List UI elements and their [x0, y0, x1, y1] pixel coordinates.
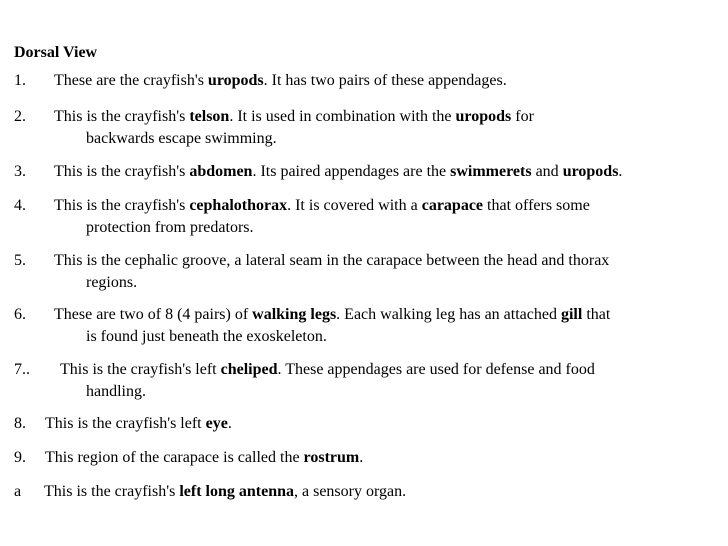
item-continuation: backwards escape swimming. [86, 130, 277, 147]
item-text: These are the crayfish's uropods. It has two pairs of these appendages. [54, 72, 507, 89]
item-number: 6. [14, 306, 26, 323]
item-number: 4. [14, 197, 26, 214]
item-text: These are two of 8 (4 pairs) of walking legs. Each walking leg has an attached gill that [54, 306, 611, 323]
item-number: 3. [14, 163, 26, 180]
term-uropods: uropods [455, 108, 512, 125]
item-continuation: regions. [86, 274, 138, 291]
item-number: 9. [14, 449, 26, 466]
item-text: This is the crayfish's telson. It is used in combination with the uropods for [54, 108, 534, 125]
item-number: a [14, 483, 22, 500]
page-heading: Dorsal View [14, 44, 98, 61]
item-text: This is the cephalic groove, a lateral seam in the carapace between the head and thorax [54, 252, 610, 269]
item-text: This is the crayfish's left eye. [45, 415, 232, 432]
term-uropods: uropods [207, 72, 264, 89]
term-walking-legs: walking legs [252, 306, 337, 323]
item-number: 7.. [14, 361, 30, 378]
item-number: 2. [14, 108, 26, 125]
item-text: This is the crayfish's abdomen. Its paired appendages are the swimmerets and uropods. [54, 163, 623, 180]
item-text: This is the crayfish's left long antenna, a sensory organ. [44, 483, 407, 500]
item-text: This region of the carapace is called the rostrum. [45, 449, 364, 466]
term-cephalothorax: cephalothorax [189, 197, 288, 214]
item-text: This is the crayfish's cephalothorax. It is covered with a carapace that offers some [54, 197, 590, 214]
item-number: 5. [14, 252, 26, 269]
item-text: This is the crayfish's left cheliped. These appendages are used for defense and food [60, 361, 595, 378]
term-rostrum: rostrum [303, 449, 360, 466]
term-abdomen: abdomen [189, 163, 253, 180]
term-swimmerets: swimmerets [450, 163, 532, 180]
term-eye: eye [205, 415, 228, 432]
term-left-long-antenna: left long antenna [179, 483, 294, 500]
term-telson: telson [189, 108, 230, 125]
item-continuation: protection from predators. [86, 219, 254, 236]
term-uropods: uropods [562, 163, 619, 180]
term-gill: gill [560, 306, 583, 323]
item-continuation: handling. [86, 383, 146, 400]
item-continuation: is found just beneath the exoskeleton. [86, 328, 327, 345]
item-number: 1. [14, 72, 26, 89]
term-carapace: carapace [421, 197, 484, 214]
term-cheliped: cheliped [220, 361, 278, 378]
item-number: 8. [14, 415, 26, 432]
